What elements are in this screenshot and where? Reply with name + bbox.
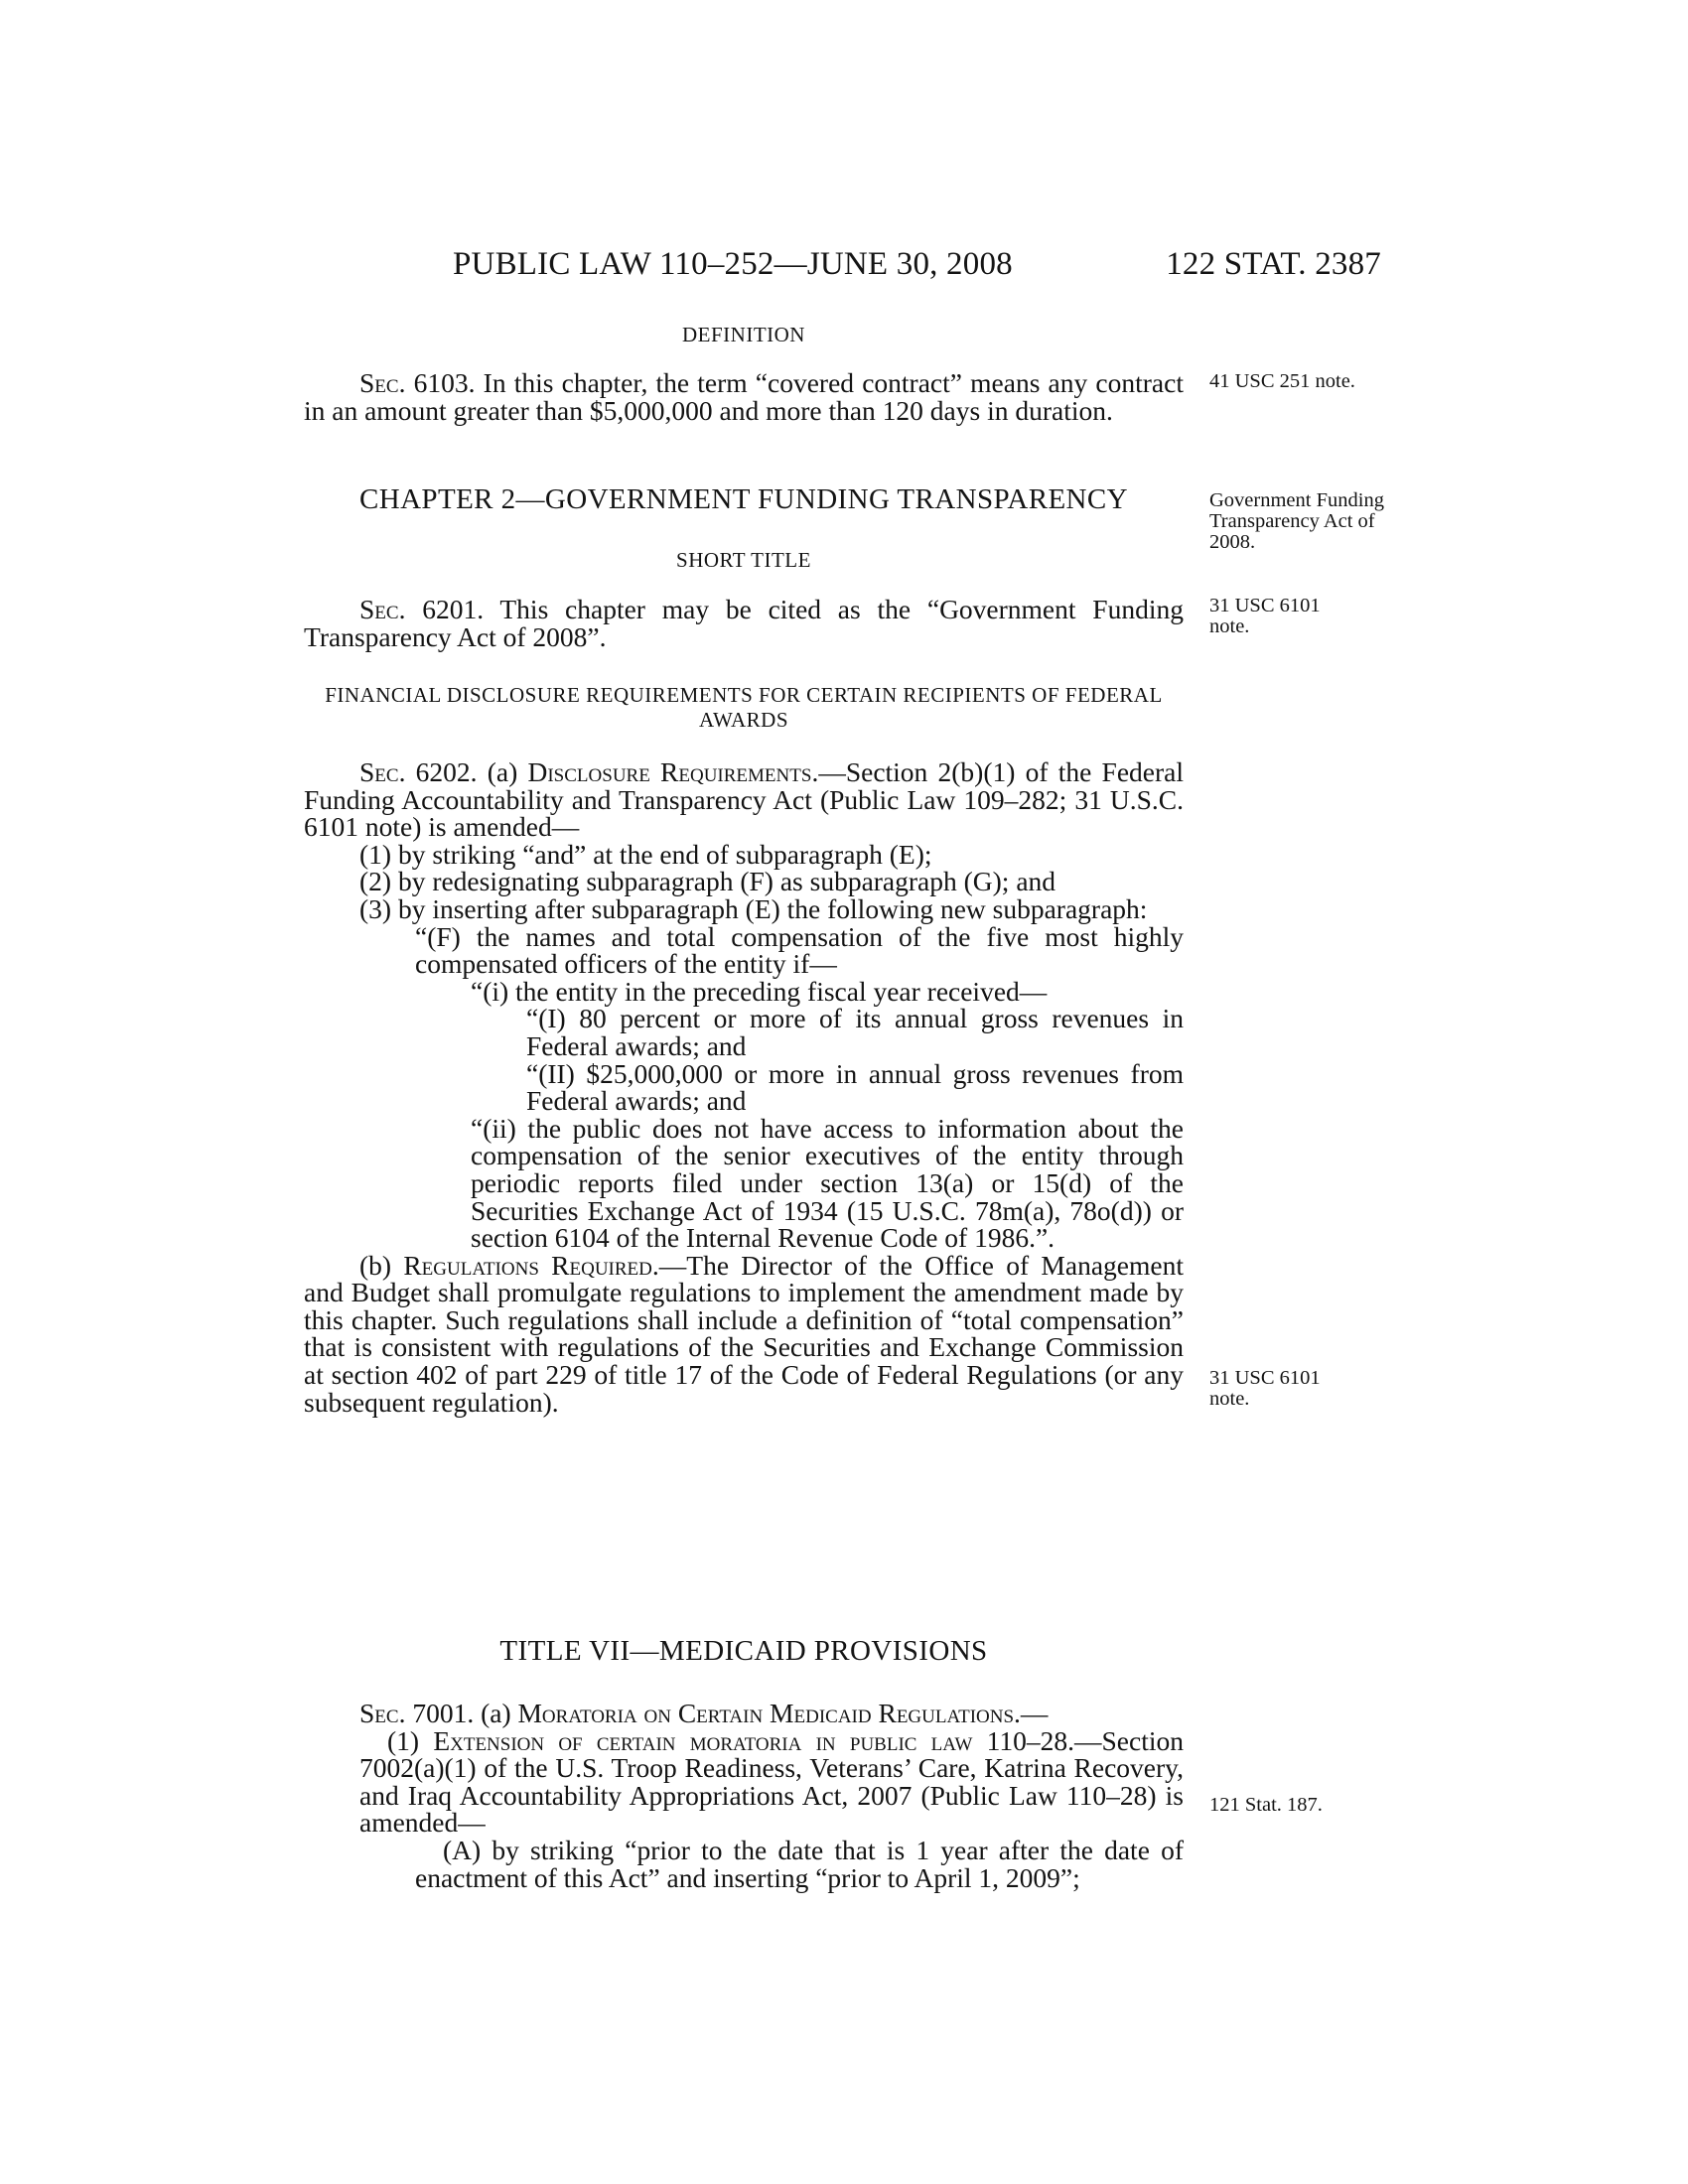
- subsection-a-end: .—: [1014, 1698, 1049, 1728]
- subparagraph-A-text: (A) by striking “prior to the date that is 1 year after the date of enactment of this Act” and inserting “prior to April 1, 2009”;: [415, 1834, 1184, 1893]
- margin-note-short-title: Government Funding Transparency Act of 2008.: [1209, 489, 1384, 553]
- section-6103: [304, 369, 1184, 424]
- subsection-b: [304, 1249, 1184, 1418]
- subsection-b-text: .—The Director of the Office of Management and Budget shall promulgate regulations to implement the amendment made by this chapter. Such regulations shall include a definition of “total compensation” that is consistent with regulations of the Securities and Exchange Commission at section 402 of part 229 of title 17 of the Code of Federal Regulations (or any subsequent regulation).: [304, 1249, 1184, 1418]
- margin-note-31-usc-a: 31 USC 6101 note.: [1209, 595, 1321, 637]
- subclause-I: [304, 1005, 1184, 1059]
- sec-label: Sec: [359, 594, 399, 624]
- paragraph-2: (2) by redesignating subparagraph (F) as subparagraph (G); and: [359, 866, 1056, 897]
- margin-note-31-usc-b: 31 USC 6101 note.: [1209, 1367, 1321, 1410]
- subparagraph-A: [304, 1834, 1184, 1893]
- subsection-b-prefix: (b): [359, 1249, 404, 1281]
- section-heading-definition: DEFINITION: [682, 323, 805, 346]
- running-head-left: PUBLIC LAW 110–252—JUNE 30, 2008: [453, 246, 1013, 282]
- body-column: [304, 0, 1184, 2184]
- paragraph-1-prefix: (1): [387, 1724, 434, 1756]
- clause-ii-text: “(ii) the public does not have access to information about the compensation of the senior executives of the entity through periodic reports filed under section 13(a) or 15(d) of the Securities Exchange Act of 1934 (15 U.S.C. 78m(a), 78o(d)) or section 6104 of the Internal Revenue Code of 1986.”.: [471, 1112, 1184, 1254]
- section-6103-text: . 6103. In this chapter, the term “covered contract” means any contract in an amount greater than $5,000,000 and more than 120 days in duration.: [304, 367, 1184, 426]
- clause-ii: [304, 1112, 1184, 1254]
- section-6201: [304, 596, 1184, 650]
- clause-i: [304, 975, 1184, 1007]
- subsection-a-caption: Disclosure Requirements: [527, 756, 812, 787]
- paragraph-1: [304, 1724, 1184, 1839]
- short-title-heading: SHORT TITLE: [676, 548, 811, 572]
- running-head-right: 122 STAT. 2387: [1166, 246, 1381, 282]
- sec-label: Sec: [359, 367, 399, 398]
- section-7001: [304, 1700, 1184, 1891]
- clause-i-text: “(i) the entity in the preceding fiscal year received—: [471, 975, 1048, 1007]
- chapter-heading: CHAPTER 2—GOVERNMENT FUNDING TRANSPARENCY: [359, 483, 1128, 515]
- section-6202: [304, 758, 1184, 1416]
- paragraph-3: (3) by inserting after subparagraph (E) the following new subparagraph:: [359, 892, 1148, 924]
- subsection-a-prefix: . 6202. (a): [398, 756, 528, 787]
- sec-label: Sec: [359, 756, 399, 787]
- title-vii-heading: TITLE VII—MEDICAID PROVISIONS: [499, 1635, 988, 1667]
- subsection-a-prefix: . 7001. (a): [398, 1698, 518, 1728]
- subclause-II: [304, 1057, 1184, 1117]
- subsection-b-caption: Regulations Required: [403, 1249, 652, 1281]
- subparagraph-F: [304, 920, 1184, 980]
- subsection-a-text: .—Section 2(b)(1) of the Federal Funding Accountability and Transparency Act (Public Law 109–282; 31 U.S.C. 6101 note) is amended—: [304, 756, 1184, 843]
- subclause-I-text: “(I) 80 percent or more of its annual gross revenues in Federal awards; and: [526, 1003, 1184, 1061]
- margin-note-41-usc: 41 USC 251 note.: [1209, 370, 1355, 392]
- sec-label: Sec: [359, 1698, 399, 1728]
- section-6201-text: . 6201. This chapter may be cited as the “Government Funding Transparency Act of 2008”.: [304, 594, 1184, 652]
- subparagraph-F-text: “(F) the names and total compensation of the five most highly compensated officers of the entity if—: [415, 920, 1184, 980]
- paragraph-1-text: .—Section 7002(a)(1) of the U.S. Troop Readiness, Veterans’ Care, Katrina Recovery, and Iraq Accountability Appropriations Act, 2007 (Public Law 110–28) is amended—: [359, 1724, 1184, 1839]
- subsection-a-caption: Moratoria on Certain Medicaid Regulations: [517, 1698, 1015, 1728]
- financial-disclosure-heading: FINANCIAL DISCLOSURE REQUIREMENTS FOR CERTAIN RECIPIENTS OF FEDERAL AWARDS: [325, 683, 1163, 732]
- margin-note-121-stat: 121 Stat. 187.: [1209, 1794, 1323, 1816]
- paragraph-1-caption: Extension of certain moratoria in public law 110–28: [433, 1724, 1068, 1756]
- paragraph-1: (1) by striking “and” at the end of subparagraph (E);: [359, 838, 932, 870]
- subclause-II-text: “(II) $25,000,000 or more in annual gross revenues from Federal awards; and: [526, 1057, 1184, 1117]
